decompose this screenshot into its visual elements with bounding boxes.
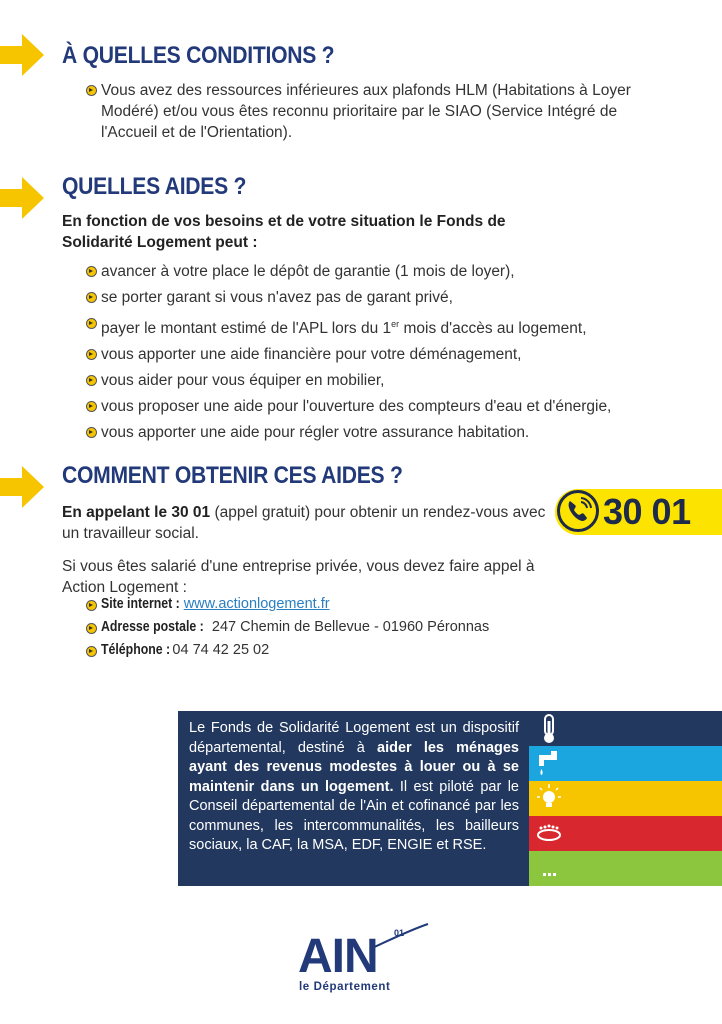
- section-title-obtenir: COMMENT OBTENIR CES AIDES ?: [62, 462, 403, 489]
- call-instructions: En appelant le 30 01 (appel gratuit) pour obtenir un rendez-vous avec un travailleur social.: [62, 504, 546, 542]
- logo-number: 01: [394, 928, 405, 938]
- list-item: vous apporter une aide pour régler votre assurance habitation.: [86, 420, 611, 446]
- bullet-icon: [86, 349, 97, 360]
- info-box: Le Fonds de Solidarité Logement est un dispositif départemental, destiné à aider les ménages ayant des revenus modestes à louer ou à se maintenir dans un logement. Il est piloté par le Conseil départemental de l'Ain et cofinancé par les communes, les intercommunalités, les bailleurs sociaux, la CAF, la MSA, EDF, ENGIE et RSE.: [178, 711, 529, 886]
- more-dots-icon: [529, 851, 569, 886]
- list-item: se porter garant si vous n'avez pas de garant privé,: [86, 285, 611, 311]
- list-item: vous proposer une aide pour l'ouverture des compteurs d'eau et d'énergie,: [86, 394, 611, 420]
- employee-text: Si vous êtes salarié d'une entreprise privée, vous devez faire appel à Action Logement :: [62, 558, 535, 596]
- aides-intro: En fonction de vos besoins et de votre situation le Fonds de Solidarité Logement peut :: [62, 213, 506, 251]
- thermometer-icon: [529, 711, 569, 746]
- contact-phone: Téléphone : 04 74 42 25 02: [86, 639, 489, 662]
- conditions-list: [86, 80, 661, 143]
- list-item: vous aider pour vous équiper en mobilier,: [86, 368, 611, 394]
- list-item: vous apporter une aide financière pour votre déménagement,: [86, 342, 611, 368]
- stripe-other: [529, 851, 722, 886]
- water-tap-icon: [529, 746, 569, 781]
- stripe-gas: [529, 816, 722, 851]
- contact-address: Adresse postale : 247 Chemin de Bellevue - 01960 Péronnas: [86, 616, 489, 639]
- bullet-icon: [86, 427, 97, 438]
- aides-list: [86, 259, 611, 446]
- energy-stripes: [529, 711, 722, 886]
- stripe-thermometer: [529, 711, 722, 746]
- contact-list: [86, 593, 489, 662]
- phone-icon: [557, 490, 599, 532]
- logo-subtitle: le Département: [299, 981, 391, 993]
- bullet-icon: [86, 401, 97, 412]
- list-item: payer le montant estimé de l'APL lors du 1er mois d'accès au logement,: [86, 311, 611, 342]
- light-bulb-icon: [529, 781, 569, 816]
- ain-logo: AIN: [298, 930, 378, 983]
- stripe-water: [529, 746, 722, 781]
- badge-number: 30 01: [603, 491, 691, 532]
- bullet-icon: [86, 375, 97, 386]
- bullet-icon: [86, 600, 97, 611]
- yellow-arrow-icon: [0, 464, 62, 510]
- yellow-arrow-icon: [0, 32, 62, 78]
- list-item: avancer à votre place le dépôt de garantie (1 mois de loyer),: [86, 259, 611, 285]
- bullet-icon: [86, 623, 97, 634]
- bullet-icon: [86, 318, 97, 329]
- phone-number-badge[interactable]: [555, 489, 722, 535]
- yellow-arrow-icon: [0, 175, 62, 221]
- website-link[interactable]: www.actionlogement.fr: [183, 596, 330, 612]
- section-title-conditions: À QUELLES CONDITIONS ?: [62, 42, 335, 69]
- bullet-icon: [86, 85, 97, 96]
- bullet-icon: [86, 646, 97, 657]
- gas-burner-icon: [529, 816, 569, 851]
- stripe-electricity: [529, 781, 722, 816]
- section-title-aides: QUELLES AIDES ?: [62, 173, 247, 200]
- bullet-icon: [86, 292, 97, 303]
- contact-website: Site internet : www.actionlogement.fr: [86, 593, 489, 616]
- bullet-icon: [86, 266, 97, 277]
- list-item: Vous avez des ressources inférieures aux plafonds HLM (Habitations à Loyer Modéré) et/ou vous êtes reconnu prioritaire par le SIAO (Service Intégré de l'Accueil et de l'Orientation).: [86, 80, 661, 143]
